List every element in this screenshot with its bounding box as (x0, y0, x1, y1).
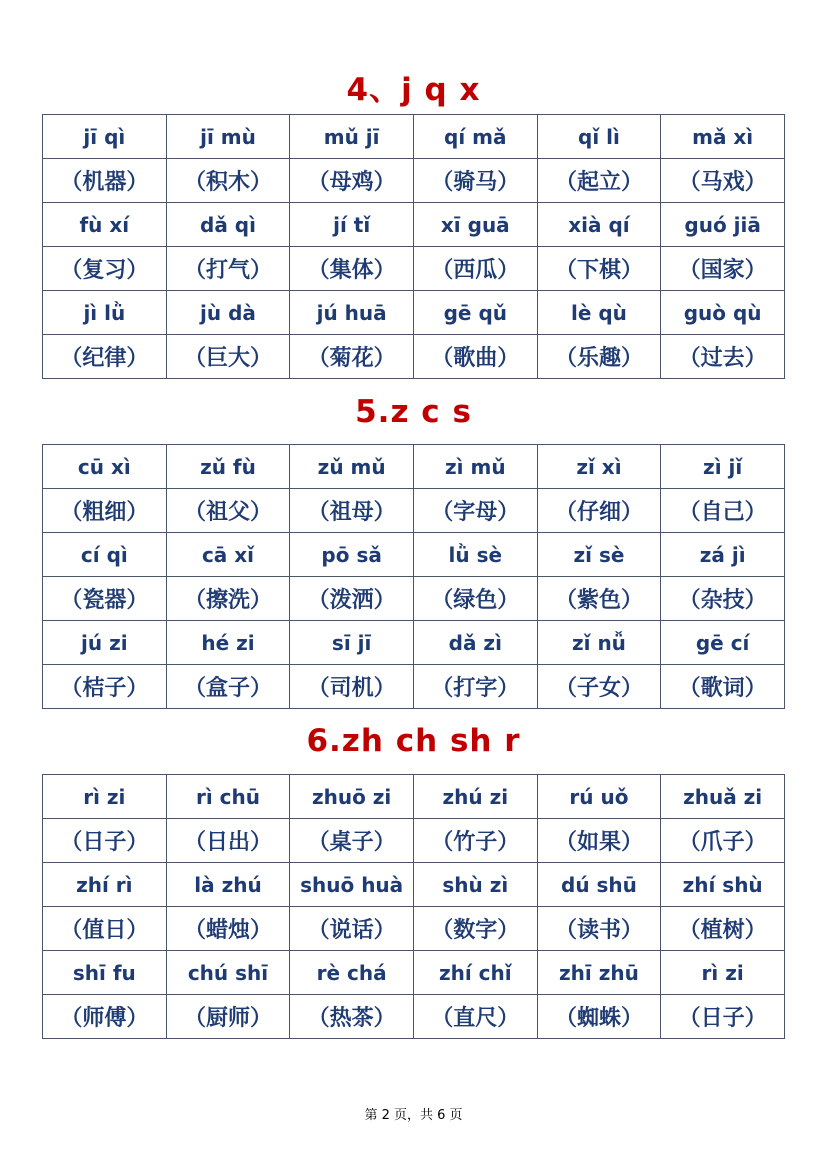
pinyin-cell: rì zi (661, 951, 785, 995)
hanzi-cell: （马戏） (661, 159, 785, 203)
pinyin-cell: fù xí (43, 203, 167, 247)
hanzi-cell: （骑马） (413, 159, 537, 203)
hanzi-cell: （司机） (290, 665, 414, 709)
hanzi-cell: （粗细） (43, 489, 167, 533)
pinyin-cell: zhí rì (43, 863, 167, 907)
pinyin-cell: cū xì (43, 445, 167, 489)
pinyin-cell: lǜ sè (413, 533, 537, 577)
pinyin-row (43, 951, 785, 995)
pinyin-cell: jú zi (43, 621, 167, 665)
hanzi-cell: （祖母） (290, 489, 414, 533)
pinyin-cell: xià qí (537, 203, 661, 247)
pinyin-cell: zǔ fù (166, 445, 290, 489)
hanzi-cell: （字母） (413, 489, 537, 533)
pinyin-cell: jī qì (43, 115, 167, 159)
hanzi-row (43, 665, 785, 709)
pinyin-row (43, 445, 785, 489)
hanzi-cell: （过去） (661, 335, 785, 379)
hanzi-cell: （复习） (43, 247, 167, 291)
pinyin-cell: mǔ jī (290, 115, 414, 159)
pinyin-cell: hé zi (166, 621, 290, 665)
hanzi-cell: （师傅） (43, 995, 167, 1039)
hanzi-row (43, 819, 785, 863)
pinyin-cell: zhú zi (413, 775, 537, 819)
pinyin-cell: zǔ mǔ (290, 445, 414, 489)
hanzi-cell: （擦洗） (166, 577, 290, 621)
pinyin-cell: guó jiā (661, 203, 785, 247)
pinyin-row (43, 621, 785, 665)
pinyin-cell: rì chū (166, 775, 290, 819)
hanzi-cell: （打字） (413, 665, 537, 709)
pinyin-cell: zǐ sè (537, 533, 661, 577)
pinyin-cell: pō sǎ (290, 533, 414, 577)
pinyin-cell: shù zì (413, 863, 537, 907)
hanzi-cell: （值日） (43, 907, 167, 951)
vocab-table-zhchshr (42, 774, 785, 1039)
pinyin-row (43, 291, 785, 335)
hanzi-row (43, 159, 785, 203)
pinyin-cell: zǐ xì (537, 445, 661, 489)
pinyin-cell: jù dà (166, 291, 290, 335)
pinyin-cell: cā xǐ (166, 533, 290, 577)
hanzi-cell: （下棋） (537, 247, 661, 291)
hanzi-cell: （纪律） (43, 335, 167, 379)
hanzi-cell: （热茶） (290, 995, 414, 1039)
pinyin-cell: rì zi (43, 775, 167, 819)
pinyin-cell: zhī zhū (537, 951, 661, 995)
pinyin-cell: guò qù (661, 291, 785, 335)
pinyin-cell: cí qì (43, 533, 167, 577)
pinyin-row (43, 203, 785, 247)
hanzi-row (43, 995, 785, 1039)
pinyin-cell: dǎ zì (413, 621, 537, 665)
pinyin-cell: jú huā (290, 291, 414, 335)
hanzi-cell: （竹子） (413, 819, 537, 863)
hanzi-cell: （桌子） (290, 819, 414, 863)
hanzi-cell: （植树） (661, 907, 785, 951)
hanzi-row (43, 335, 785, 379)
hanzi-cell: （厨师） (166, 995, 290, 1039)
pinyin-cell: sī jī (290, 621, 414, 665)
hanzi-cell: （绿色） (413, 577, 537, 621)
pinyin-cell: zì jǐ (661, 445, 785, 489)
hanzi-cell: （泼洒） (290, 577, 414, 621)
pinyin-cell: dú shū (537, 863, 661, 907)
hanzi-row (43, 577, 785, 621)
hanzi-cell: （巨大） (166, 335, 290, 379)
hanzi-row (43, 247, 785, 291)
pinyin-cell: dǎ qì (166, 203, 290, 247)
hanzi-cell: （机器） (43, 159, 167, 203)
pinyin-cell: qí mǎ (413, 115, 537, 159)
pinyin-cell: shī fu (43, 951, 167, 995)
pinyin-cell: gē cí (661, 621, 785, 665)
pinyin-row (43, 533, 785, 577)
hanzi-cell: （爪子） (661, 819, 785, 863)
hanzi-cell: （仔细） (537, 489, 661, 533)
pinyin-cell: zhuō zi (290, 775, 414, 819)
pinyin-cell: zhí shù (661, 863, 785, 907)
hanzi-cell: （桔子） (43, 665, 167, 709)
hanzi-cell: （乐趣） (537, 335, 661, 379)
pinyin-cell: zá jì (661, 533, 785, 577)
hanzi-cell: （直尺） (413, 995, 537, 1039)
pinyin-cell: là zhú (166, 863, 290, 907)
hanzi-cell: （如果） (537, 819, 661, 863)
hanzi-cell: （盒子） (166, 665, 290, 709)
vocab-table-jqx (42, 114, 785, 379)
vocab-table-zcs (42, 444, 785, 709)
pinyin-cell: chú shī (166, 951, 290, 995)
pinyin-row (43, 863, 785, 907)
pinyin-row (43, 775, 785, 819)
pinyin-cell: lè qù (537, 291, 661, 335)
pinyin-cell: mǎ xì (661, 115, 785, 159)
hanzi-cell: （歌曲） (413, 335, 537, 379)
section-title-zhchshr: 6.zh ch sh r (306, 723, 521, 759)
hanzi-cell: （起立） (537, 159, 661, 203)
hanzi-cell: （紫色） (537, 577, 661, 621)
pinyin-cell: qǐ lì (537, 115, 661, 159)
hanzi-cell: （蜘蛛） (537, 995, 661, 1039)
pinyin-row (43, 115, 785, 159)
hanzi-cell: （集体） (290, 247, 414, 291)
pinyin-cell: jī mù (166, 115, 290, 159)
hanzi-cell: （读书） (537, 907, 661, 951)
hanzi-cell: （蜡烛） (166, 907, 290, 951)
pinyin-cell: zhí chǐ (413, 951, 537, 995)
hanzi-cell: （母鸡） (290, 159, 414, 203)
hanzi-cell: （歌词） (661, 665, 785, 709)
hanzi-cell: （祖父） (166, 489, 290, 533)
section-title-jqx: 4、j q x (346, 72, 481, 108)
hanzi-cell: （日子） (661, 995, 785, 1039)
hanzi-cell: （说话） (290, 907, 414, 951)
hanzi-cell: （日出） (166, 819, 290, 863)
pinyin-cell: gē qǔ (413, 291, 537, 335)
hanzi-row (43, 489, 785, 533)
section-title-zcs: 5.z c s (355, 394, 472, 430)
pinyin-cell: rú uǒ (537, 775, 661, 819)
hanzi-cell: （瓷器） (43, 577, 167, 621)
hanzi-cell: （西瓜） (413, 247, 537, 291)
hanzi-cell: （自己） (661, 489, 785, 533)
hanzi-cell: （数字） (413, 907, 537, 951)
pinyin-cell: rè chá (290, 951, 414, 995)
pinyin-cell: xī guā (413, 203, 537, 247)
pinyin-cell: jì lǜ (43, 291, 167, 335)
page-footer: 第 2 页，共 6 页 (364, 1108, 463, 1123)
hanzi-cell: （打气） (166, 247, 290, 291)
pinyin-cell: jí tǐ (290, 203, 414, 247)
hanzi-cell: （日子） (43, 819, 167, 863)
hanzi-cell: （子女） (537, 665, 661, 709)
pinyin-cell: zhuǎ zi (661, 775, 785, 819)
hanzi-cell: （积木） (166, 159, 290, 203)
hanzi-cell: （国家） (661, 247, 785, 291)
pinyin-cell: shuō huà (290, 863, 414, 907)
hanzi-cell: （菊花） (290, 335, 414, 379)
pinyin-cell: zǐ nǚ (537, 621, 661, 665)
pinyin-cell: zì mǔ (413, 445, 537, 489)
hanzi-cell: （杂技） (661, 577, 785, 621)
hanzi-row (43, 907, 785, 951)
